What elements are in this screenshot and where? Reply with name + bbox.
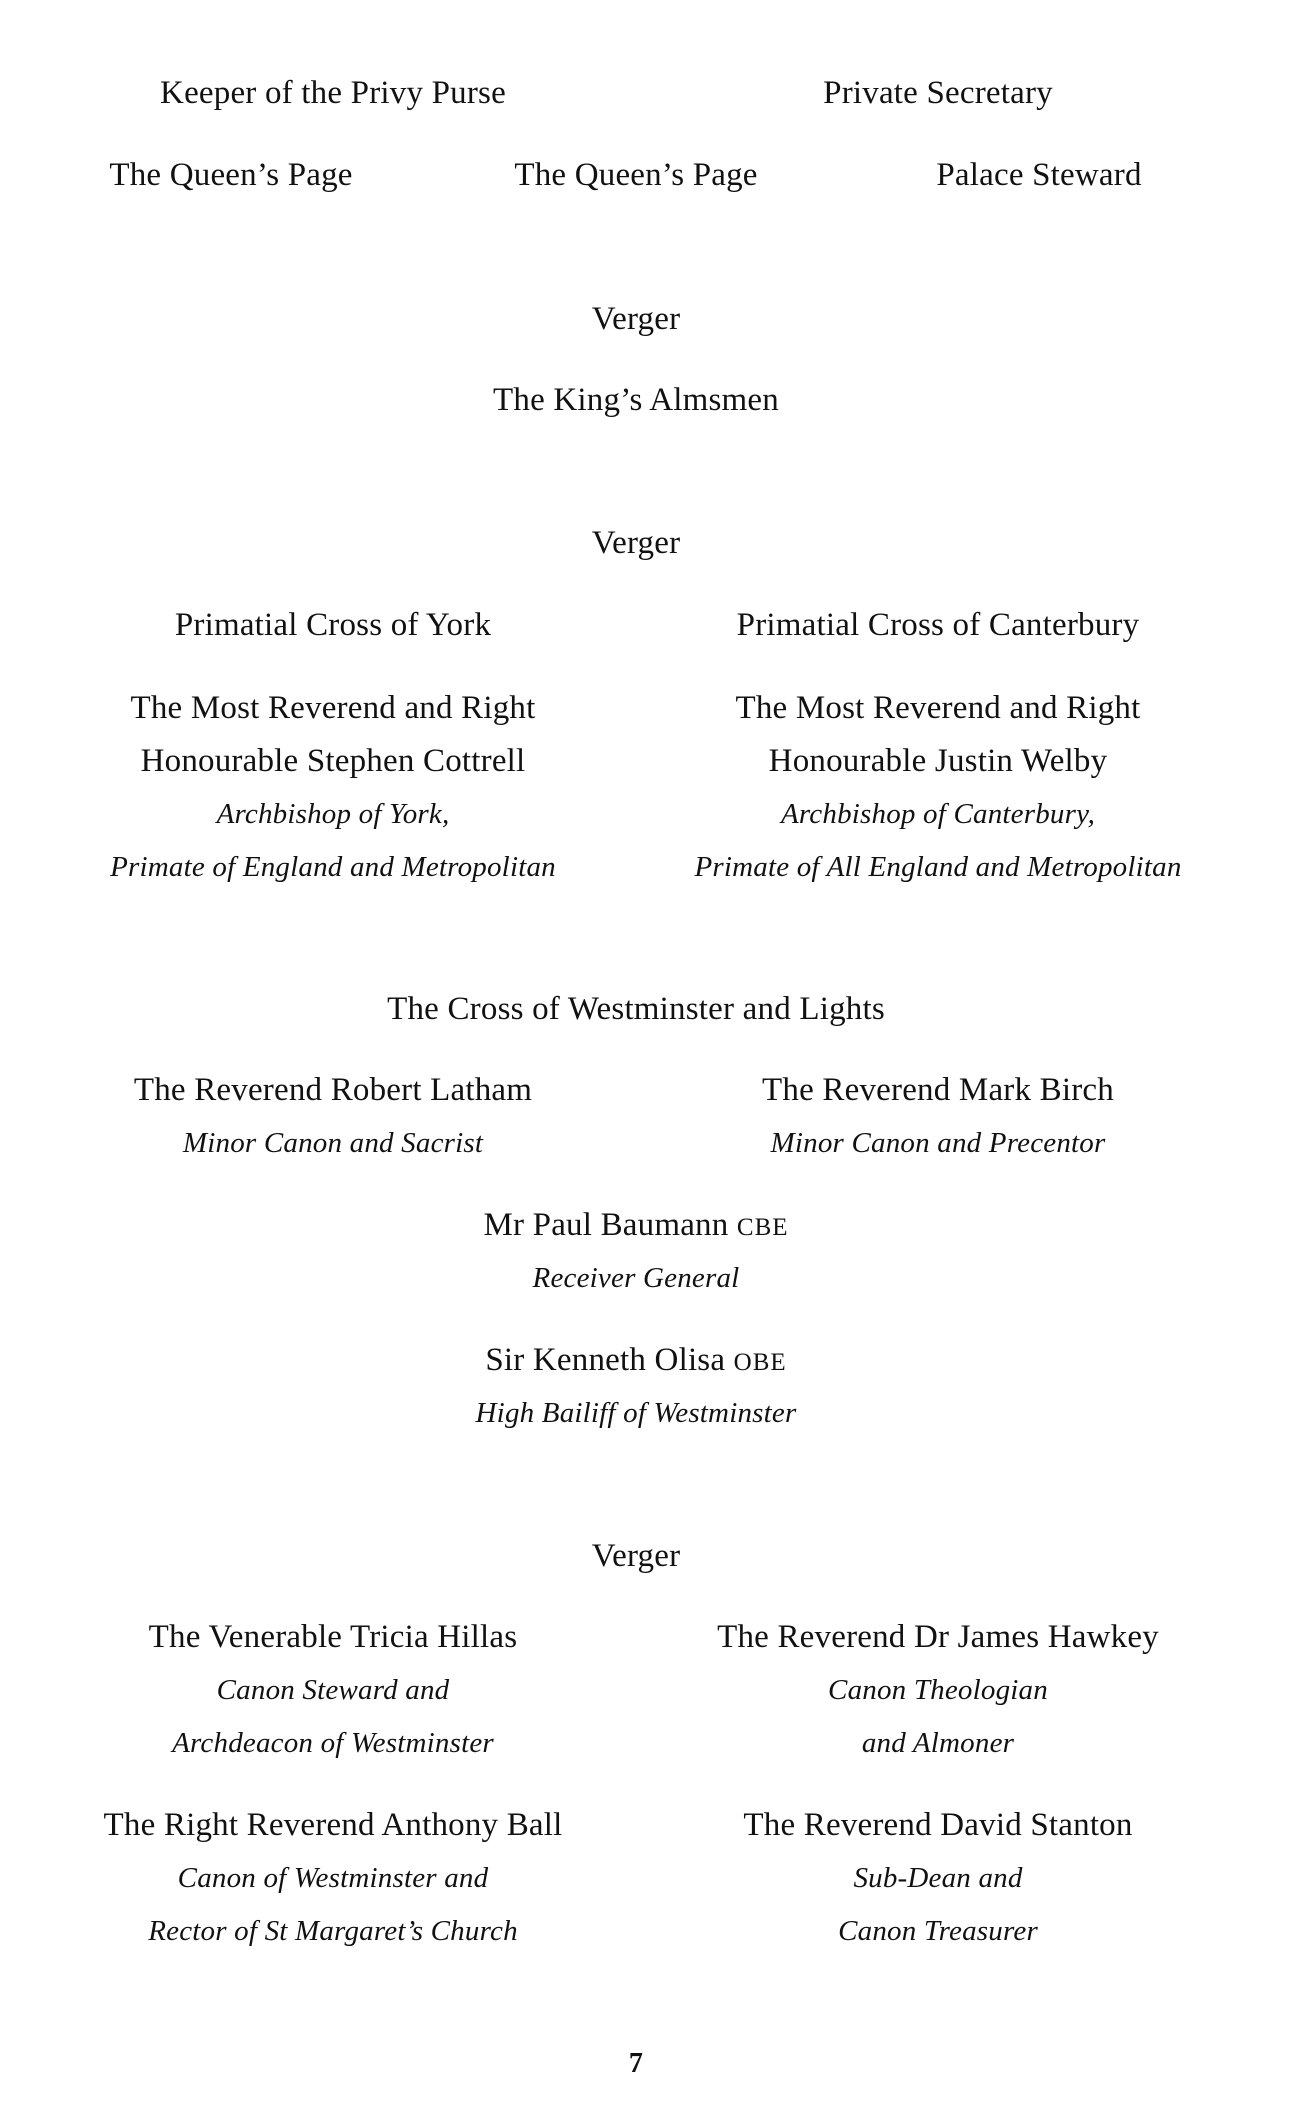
archbishop-york-name-line2: Honourable Stephen Cottrell <box>140 743 526 779</box>
queens-page-left: The Queen’s Page <box>109 157 353 193</box>
page-number: 7 <box>628 2048 644 2079</box>
primatial-cross-canterbury: Primatial Cross of Canterbury <box>736 607 1140 643</box>
hawkey-title-line2: and Almoner <box>861 1727 1015 1759</box>
cross-of-westminster: The Cross of Westminster and Lights <box>387 991 885 1027</box>
keeper-of-privy-purse: Keeper of the Privy Purse <box>160 75 506 111</box>
ball-name: The Right Reverend Anthony Ball <box>103 1807 563 1843</box>
olisa-name-line <box>485 1338 786 1385</box>
baumann-name-line <box>483 1203 788 1250</box>
verger-2: Verger <box>591 525 681 561</box>
ball-title-line2: Rector of St Margaret’s Church <box>148 1915 518 1947</box>
stanton-name: The Reverend David Stanton <box>743 1807 1133 1843</box>
archbishop-york-name-line1: The Most Reverend and Right <box>130 690 536 726</box>
archbishop-canterbury-title-line2: Primate of All England and Metropolitan <box>694 851 1182 883</box>
ball-title-line1: Canon of Westminster and <box>177 1862 489 1894</box>
kings-almsmen: The King’s Almsmen <box>493 382 779 418</box>
hillas-title-line1: Canon Steward and <box>216 1674 450 1706</box>
baumann-title: Receiver General <box>532 1262 740 1294</box>
hillas-title-line2: Archdeacon of Westminster <box>172 1727 494 1759</box>
hillas-name: The Venerable Tricia Hillas <box>148 1619 518 1655</box>
hawkey-title-line1: Canon Theologian <box>828 1674 1048 1706</box>
archbishop-canterbury-title-line1: Archbishop of Canterbury, <box>780 798 1096 830</box>
latham-name: The Reverend Robert Latham <box>133 1072 533 1108</box>
olisa-title: High Bailiff of Westminster <box>475 1397 797 1429</box>
verger-1: Verger <box>591 301 681 337</box>
verger-3: Verger <box>591 1538 681 1574</box>
latham-title: Minor Canon and Sacrist <box>182 1127 484 1159</box>
olisa-name: Sir Kenneth Olisa <box>485 1342 726 1378</box>
birch-name: The Reverend Mark Birch <box>762 1072 1114 1108</box>
archbishop-york-title-line2: Primate of England and Metropolitan <box>110 851 556 883</box>
olisa-honour: OBE <box>733 1349 787 1376</box>
archbishop-york-title-line1: Archbishop of York, <box>216 798 450 830</box>
palace-steward: Palace Steward <box>936 157 1142 193</box>
birch-title: Minor Canon and Precentor <box>770 1127 1106 1159</box>
archbishop-canterbury-name-line2: Honourable Justin Welby <box>768 743 1108 779</box>
stanton-title-line2: Canon Treasurer <box>838 1915 1038 1947</box>
primatial-cross-york: Primatial Cross of York <box>174 607 492 643</box>
hawkey-name: The Reverend Dr James Hawkey <box>717 1619 1159 1655</box>
private-secretary: Private Secretary <box>823 75 1053 111</box>
stanton-title-line1: Sub-Dean and <box>853 1862 1023 1894</box>
archbishop-canterbury-name-line1: The Most Reverend and Right <box>735 690 1141 726</box>
queens-page-center: The Queen’s Page <box>514 157 758 193</box>
baumann-name: Mr Paul Baumann <box>483 1207 729 1243</box>
baumann-honour: CBE <box>736 1214 789 1241</box>
